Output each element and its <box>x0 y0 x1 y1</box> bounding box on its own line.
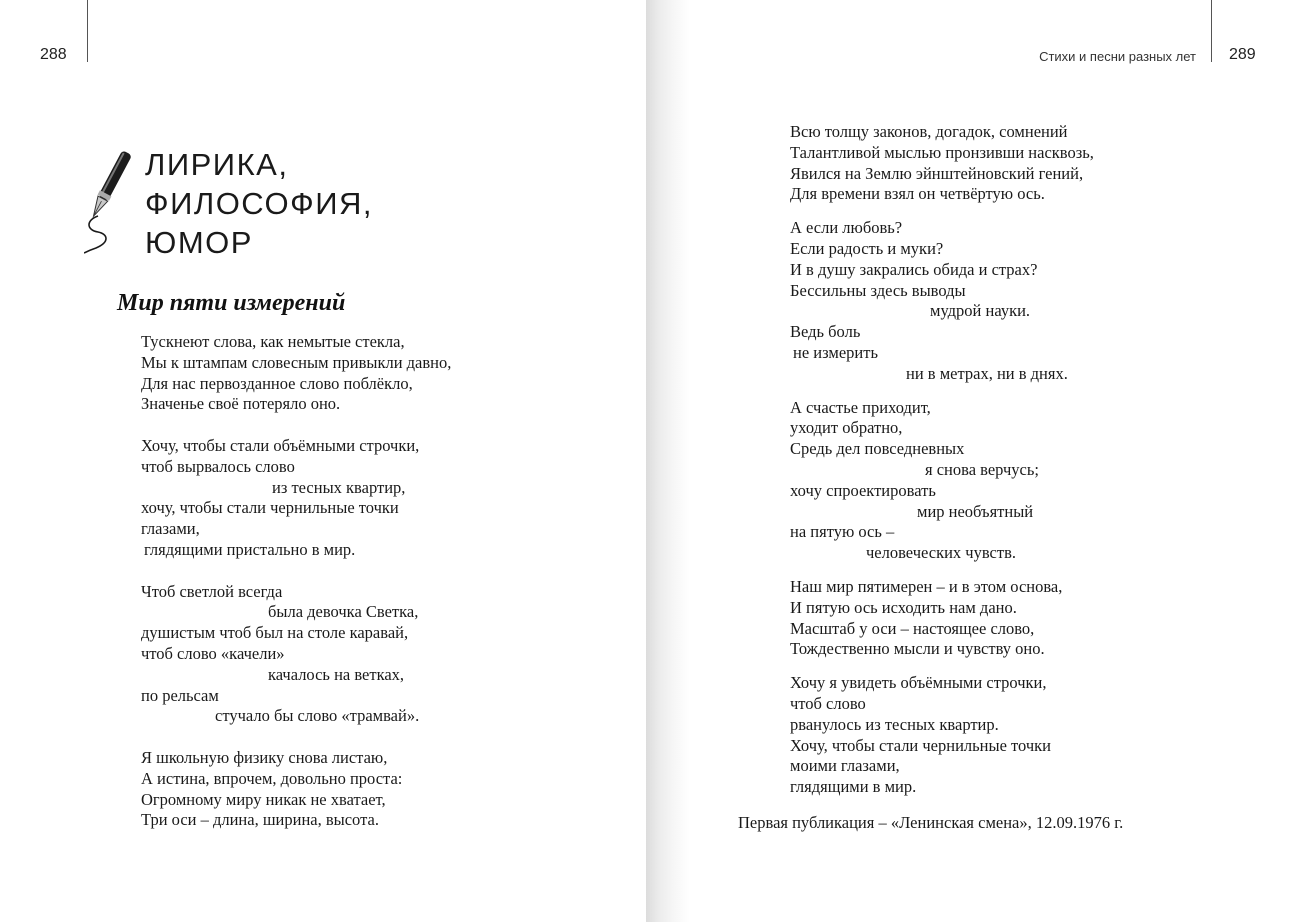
verse-line: И в душу закрались обида и страх? <box>790 259 1038 279</box>
verse-line: рванулось из тесных квартир. <box>790 714 999 734</box>
fountain-pen-icon <box>84 146 134 256</box>
verse-line: Огромному миру никак не хватает, <box>141 789 386 809</box>
verse-line: Наш мир пятимерен – и в этом основа, <box>790 576 1063 596</box>
verse-line: Талантливой мыслью пронзивши насквозь, <box>790 142 1094 162</box>
verse-line: глядящими в мир. <box>790 777 917 797</box>
verse-line: по рельсам <box>141 685 219 705</box>
section-title-line: ФИЛОСОФИЯ, <box>145 186 373 221</box>
book-gutter-shadow <box>646 0 690 922</box>
verse-line: Я школьную физику снова листаю, <box>141 747 388 767</box>
left-header-rule <box>87 0 88 62</box>
left-page-number: 288 <box>40 46 67 63</box>
verse-line: я снова верчусь; <box>925 459 1039 479</box>
running-head: Стихи и песни разных лет <box>1039 49 1196 64</box>
verse-line: глазами, <box>141 519 200 539</box>
verse-line: на пятую ось – <box>790 522 895 542</box>
stanza <box>790 673 1094 798</box>
verse-line: чтоб слово <box>790 693 866 713</box>
verse-line: чтоб вырвалось слово <box>141 456 295 476</box>
verse-line: Хочу, чтобы стали объёмными строчки, <box>141 435 420 455</box>
right-page-number: 289 <box>1229 46 1256 63</box>
stanza <box>790 122 1094 205</box>
stanza <box>790 398 1094 564</box>
verse-line: мир необъятный <box>917 501 1034 521</box>
verse-line: Три оси – длина, ширина, высота. <box>141 810 379 830</box>
poem-title: Мир пяти измерений <box>117 290 346 316</box>
verse-line: Чтоб светлой всегда <box>141 581 283 601</box>
verse-line: глядящими пристально в мир. <box>144 539 356 559</box>
stanza <box>790 577 1094 660</box>
verse-line: А счастье приходит, <box>790 397 931 417</box>
verse-line: Тождественно мысли и чувству оно. <box>790 639 1045 659</box>
verse-line: душистым чтоб был на столе каравай, <box>141 623 409 643</box>
stanza <box>141 436 451 561</box>
verse-line: мудрой науки. <box>930 301 1031 321</box>
verse-line: И пятую ось исходить нам дано. <box>790 597 1017 617</box>
poem-verses-left <box>141 332 451 831</box>
verse-line: качалось на ветках, <box>268 664 405 684</box>
verse-line: хочу, чтобы стали чернильные точки <box>141 498 399 518</box>
verse-line: Мы к штампам словесным привыкли давно, <box>141 352 452 372</box>
verse-line: моими глазами, <box>790 756 900 776</box>
verse-line: Бессильны здесь выводы <box>790 280 966 300</box>
verse-line: Значенье своё потеряло оно. <box>141 394 341 414</box>
verse-line: из тесных квартир, <box>272 477 406 497</box>
verse-line: Для нас первозданное слово поблёкло, <box>141 373 413 393</box>
poem-verses-right <box>790 122 1094 798</box>
verse-line: Всю толщу законов, догадок, сомнений <box>790 122 1068 141</box>
verse-line: Средь дел повседневных <box>790 439 965 459</box>
verse-line: А истина, впрочем, довольно проста: <box>141 768 403 788</box>
verse-line: Явился на Землю эйнштейновский гений, <box>790 163 1084 183</box>
verse-line: Для времени взял он четвёртую ось. <box>790 184 1045 204</box>
verse-line: была девочка Светка, <box>268 602 419 622</box>
section-title <box>145 145 373 262</box>
verse-line: уходит обратно, <box>790 418 903 438</box>
verse-line: Масштаб у оси – настоящее слово, <box>790 618 1035 638</box>
verse-line: Тускнеют слова, как немытые стекла, <box>141 332 405 351</box>
verse-line: хочу спроектировать <box>790 480 936 500</box>
verse-line: Ведь боль <box>790 322 861 342</box>
stanza <box>141 332 451 415</box>
section-title-line: ЛИРИКА, <box>145 147 289 182</box>
verse-line: стучало бы слово «трамвай». <box>215 706 420 726</box>
verse-line: человеческих чувств. <box>866 543 1016 563</box>
verse-line: не измерить <box>793 342 878 362</box>
verse-line: Хочу я увидеть объёмными строчки, <box>790 673 1047 693</box>
verse-line: чтоб слово «качели» <box>141 643 285 663</box>
section-title-line: ЮМОР <box>145 225 253 260</box>
stanza <box>141 748 451 831</box>
right-header-rule <box>1211 0 1212 62</box>
verse-line: А если любовь? <box>790 218 903 238</box>
verse-line: Хочу, чтобы стали чернильные точки <box>790 735 1052 755</box>
publication-note: Первая публикация – «Ленинская смена», 12.09.1976 г. <box>738 813 1124 832</box>
verse-line: Если радость и муки? <box>790 238 944 258</box>
stanza <box>141 582 451 728</box>
stanza <box>790 218 1094 384</box>
verse-line: ни в метрах, ни в днях. <box>906 363 1068 383</box>
